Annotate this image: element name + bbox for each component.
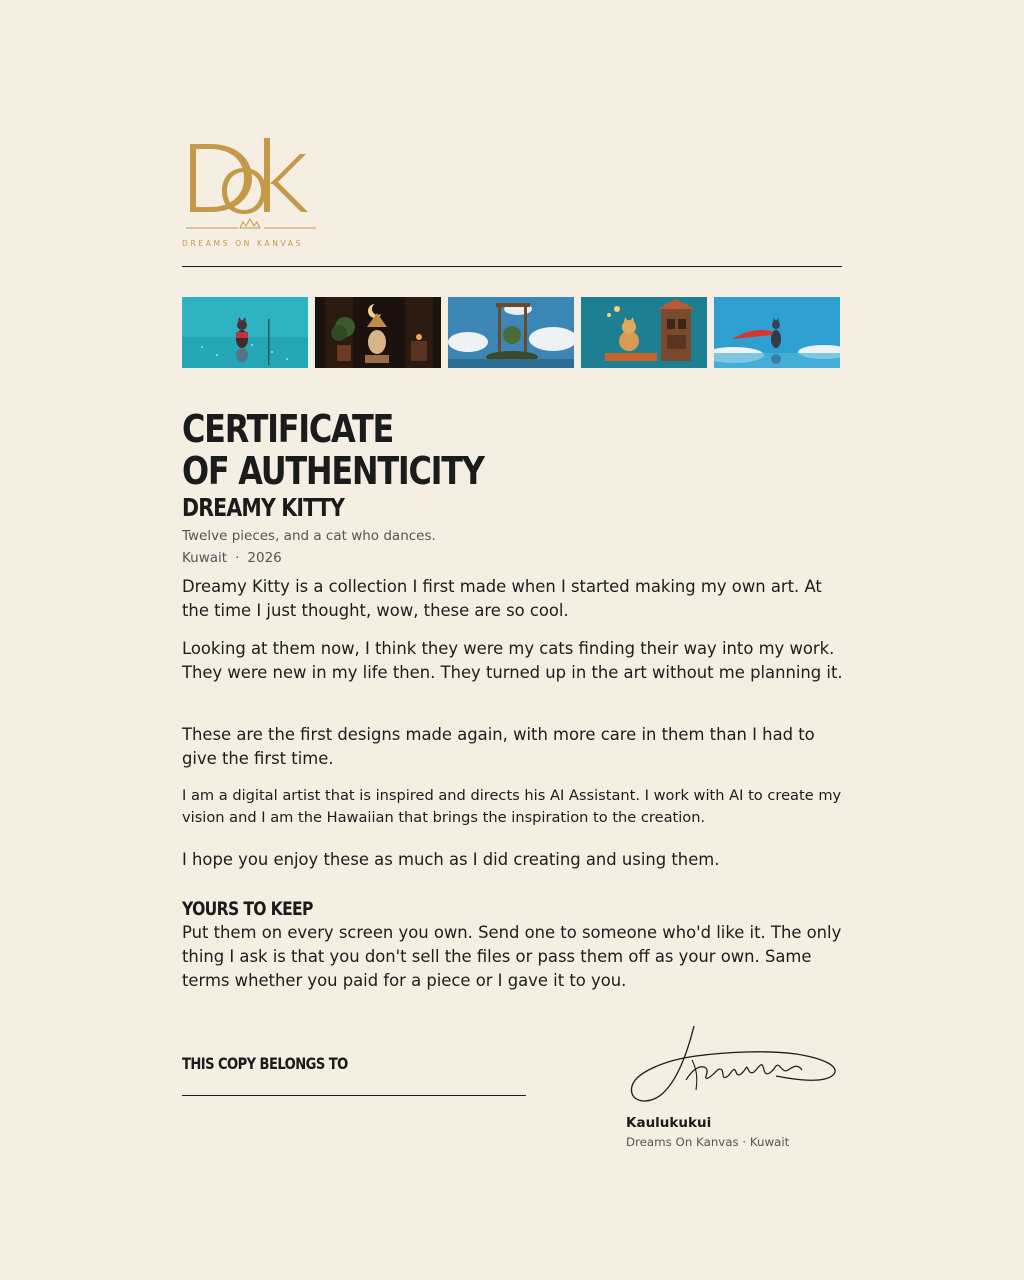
certificate-title [182,408,484,492]
location-text: Kuwait [182,550,228,566]
collection-name: DREAMY KITTY [182,493,345,522]
cat-on-water-thumbnail [182,297,308,368]
cat-wizard-moon-thumbnail [315,297,441,368]
certificate-title-line-2: OF AUTHENTICITY [182,449,484,493]
paragraph-4: I am a digital artist that is inspired and directs his AI Assistant. I work with AI to create my vision and I am the Hawaiian that brings the inspiration to the creation. [182,787,842,826]
yours-to-keep-text: Put them on every screen you own. Send one to someone who'd like it. The only thing I ask is that you don't sell the files or pass them off as your own. Same terms whether you paid for a piece or I gave it to you. [182,923,842,990]
owner-name-line[interactable] [182,1095,526,1096]
cat-house-thumbnail [581,297,707,368]
brand-wordmark: DREAMS ON KANVAS [182,239,304,248]
collection-tagline: Twelve pieces, and a cat who dances. [182,528,436,544]
paragraph-1: Dreamy Kitty is a collection I first made when I started making my own art. At the time I just thought, wow, these are so cool. [182,577,822,620]
copy-belongs-to-label: THIS COPY BELONGS TO [182,1054,348,1073]
paragraph-5: I hope you enjoy these as much as I did creating and using them. [182,850,720,869]
signature-icon [626,1020,842,1110]
collection-thumbnail-strip [182,297,842,368]
dok-monogram-icon [182,132,318,252]
header-divider [182,266,842,267]
year-text: 2026 [247,550,282,566]
signer-details: Dreams On Kanvas · Kuwait [626,1135,790,1149]
paragraph-3: These are the first designs made again, with more care in them than I had to give the first time. [182,725,815,768]
handwritten-signature [626,1020,842,1110]
brand-logo [182,132,318,252]
certificate-title-line-1: CERTIFICATE [182,407,394,451]
location-year [182,550,282,566]
paragraph-2: Looking at them now, I think they were my cats finding their way into my work. They were new in my life then. They turned up in the art without me planning it. [182,639,843,682]
signer-name: Kaulukukui [626,1115,712,1131]
yours-to-keep-heading: YOURS TO KEEP [182,898,313,920]
floating-island-swing-thumbnail [448,297,574,368]
meta-separator: · [235,550,240,566]
cat-red-scarf-thumbnail [714,297,840,368]
